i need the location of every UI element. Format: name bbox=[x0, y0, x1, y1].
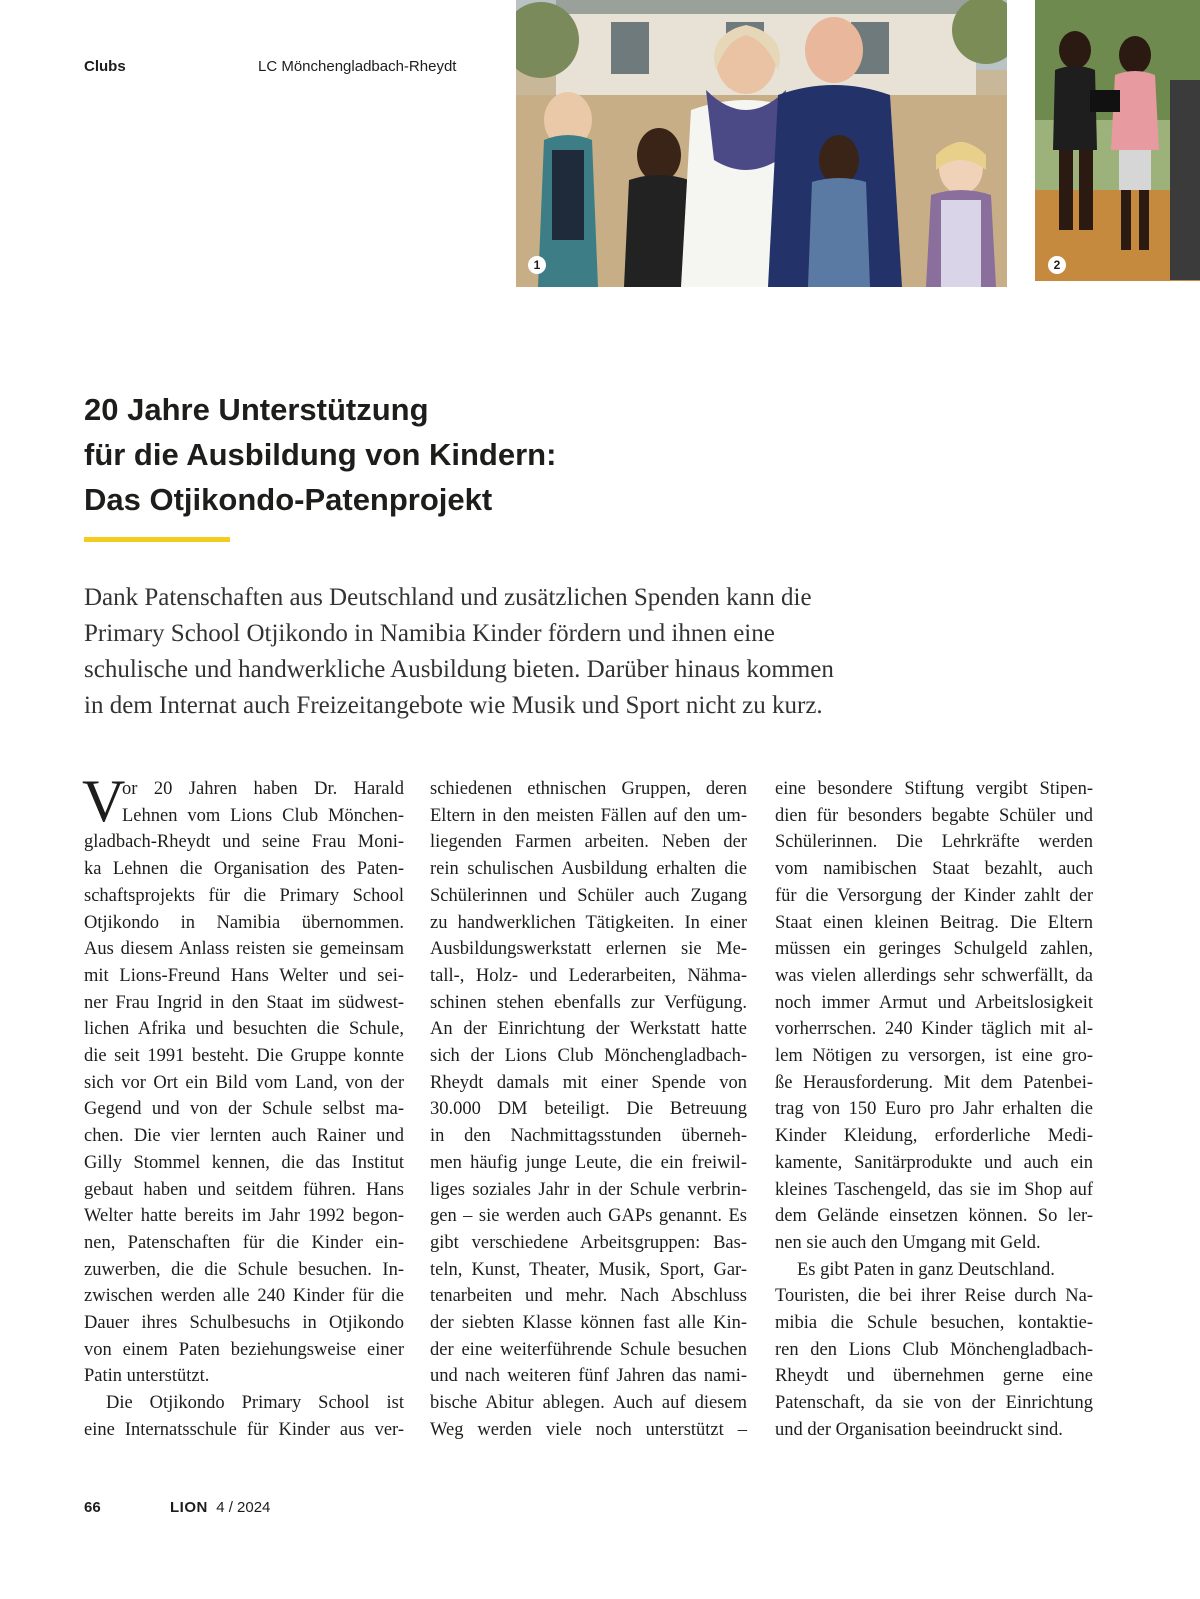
photo-number-badge: 2 bbox=[1048, 256, 1066, 274]
magazine-issue bbox=[170, 1499, 270, 1516]
body-line: für die Versorgung der Kinder zahlt der bbox=[775, 885, 1093, 906]
body-line: Kinder Kleidung, erforderliche Medi- bbox=[775, 1126, 1093, 1147]
article-lead bbox=[84, 580, 904, 724]
body-line: Aus diesem Anlass reisten sie gemeinsam bbox=[84, 939, 404, 960]
lead-line: schulische und handwerkliche Ausbildung bieten. Darüber hinaus kommen bbox=[84, 656, 834, 683]
music-photo-illustration bbox=[1035, 0, 1200, 281]
body-line: dien für besonders begabte Schüler und bbox=[775, 805, 1093, 826]
page-number: 66 bbox=[84, 1499, 101, 1516]
body-line: von einem Paten beziehungsweise einer bbox=[84, 1339, 404, 1360]
body-line: kamente, Sanitärprodukte und auch ein bbox=[775, 1152, 1093, 1173]
body-line: Gilly Stommel kennen, die das Institut bbox=[84, 1152, 404, 1173]
body-column-3 bbox=[775, 776, 1093, 1444]
body-line: Weg werden viele noch unterstützt – bbox=[430, 1419, 747, 1440]
body-line: Welter hatte bereits im Jahr 1992 begon- bbox=[84, 1206, 404, 1227]
body-line: müssen ein geringes Schulgeld zahlen, bbox=[775, 939, 1093, 960]
headline-line: 20 Jahre Unterstützung bbox=[84, 392, 429, 427]
body-line: bische Abitur ablegen. Auch auf diesem bbox=[430, 1393, 747, 1414]
magazine-name: LION bbox=[170, 1499, 208, 1516]
body-line: schiedenen ethnischen Gruppen, deren bbox=[430, 779, 747, 799]
body-line: eine besondere Stiftung vergibt Stipen- bbox=[775, 779, 1093, 799]
body-line: Ausbildungswerkstatt erlernen sie Me- bbox=[430, 939, 747, 960]
body-line: sich der Lions Club Mönchengladbach- bbox=[430, 1046, 747, 1067]
body-line: der eine weiterführende Schule besuchen bbox=[430, 1339, 747, 1360]
body-line: Lehnen vom Lions Club Mönchen- bbox=[122, 805, 404, 826]
body-line: Staat einen kleinen Beitrag. Die Eltern bbox=[775, 912, 1093, 933]
body-line: vom namibischen Staat bezahlt, auch bbox=[775, 859, 1093, 880]
body-line: eine Internatsschule für Kinder aus ver- bbox=[84, 1419, 404, 1440]
group-photo bbox=[516, 0, 1007, 287]
body-line: Patin unterstützt. bbox=[84, 1366, 210, 1387]
body-line: 30.000 DM beteiligt. Die Betreuung bbox=[430, 1099, 747, 1120]
body-line: ren den Lions Club Mönchengladbach- bbox=[775, 1339, 1093, 1360]
body-line: ka Lehnen die Organisation des Paten- bbox=[84, 859, 404, 880]
body-line: gladbach-Rheydt und seine Frau Moni- bbox=[84, 832, 404, 853]
body-line: zwischen werden alle 240 Kinder für die bbox=[84, 1286, 404, 1307]
body-line: men häufig junge Leute, die ein freiwil- bbox=[430, 1152, 747, 1173]
body-line: liges soziales Jahr in der Schule verbrin- bbox=[430, 1179, 747, 1200]
club-name: LC Mönchengladbach-Rheydt bbox=[258, 58, 457, 75]
body-line: Rheydt damals mit einer Spende von bbox=[430, 1072, 747, 1093]
body-line: Otjikondo in Namibia übernommen. bbox=[84, 912, 404, 933]
article-headline bbox=[84, 387, 804, 522]
body-line: liegenden Farmen arbeiten. Neben der bbox=[430, 832, 747, 853]
lead-line: Primary School Otjikondo in Namibia Kinder fördern und ihnen eine bbox=[84, 620, 775, 647]
body-line: An der Einrichtung der Werkstatt hatte bbox=[430, 1019, 747, 1040]
body-line: in den Nachmittagsstunden überneh- bbox=[430, 1126, 747, 1147]
body-line: Eltern in den meisten Fällen auf den um- bbox=[430, 805, 747, 826]
body-line: Die Otjikondo Primary School ist bbox=[106, 1393, 404, 1414]
photo-number-badge: 1 bbox=[528, 256, 546, 274]
body-line: trag von 150 Euro pro Jahr erhalten die bbox=[775, 1099, 1093, 1120]
body-line: rein schulischen Ausbildung erhalten die bbox=[430, 859, 747, 880]
body-line: lichen Afrika und besuchten die Schule, bbox=[84, 1019, 404, 1040]
body-line: zu handwerklichen Tätigkeiten. In einer bbox=[430, 912, 747, 933]
body-line: dem Gelände einsetzen können. So ler- bbox=[775, 1206, 1093, 1227]
lead-line: in dem Internat auch Freizeitangebote wie Musik und Sport nicht zu kurz. bbox=[84, 692, 823, 719]
body-line: tenarbeiten und mehr. Nach Abschluss bbox=[430, 1286, 747, 1307]
body-line: zuwerben, die die Schule besuchen. In- bbox=[84, 1259, 404, 1280]
body-line: Schülerinnen und Schüler auch Zugang bbox=[430, 885, 747, 906]
body-line: Gegend und von der Schule selbst ma- bbox=[84, 1099, 404, 1120]
body-line: gebaut haben und seitdem führen. Hans bbox=[84, 1179, 404, 1200]
music-photo bbox=[1035, 0, 1200, 281]
body-line: die seit 1991 besteht. Die Gruppe konnte bbox=[84, 1046, 404, 1067]
body-line: or 20 Jahren haben Dr. Harald bbox=[122, 779, 404, 799]
group-photo-illustration bbox=[516, 0, 1007, 287]
body-line: und der Organisation beeindruckt sind. bbox=[775, 1419, 1063, 1440]
body-line: vorherrschen. 240 Kinder täglich mit al- bbox=[775, 1019, 1093, 1040]
body-line: Patenschaft, da sie von der Einrichtung bbox=[775, 1393, 1093, 1414]
body-line: tall-, Holz- und Lederarbeiten, Nähma- bbox=[430, 965, 747, 986]
body-line: nen sie auch den Umgang mit Geld. bbox=[775, 1232, 1041, 1253]
body-line: schinen stehen ebenfalls zur Verfügung. bbox=[430, 992, 747, 1013]
body-line: noch immer Armut und Arbeitslosigkeit bbox=[775, 992, 1093, 1013]
headline-accent-rule bbox=[84, 537, 230, 542]
body-line: sich vor Ort ein Bild vom Land, von der bbox=[84, 1072, 404, 1093]
body-line: und nach weiteren fünf Jahren das nami- bbox=[430, 1366, 747, 1387]
body-column-1 bbox=[82, 768, 404, 1444]
body-line: Touristen, die bei ihrer Reise durch Na- bbox=[775, 1286, 1093, 1307]
body-line: mit Lions-Freund Hans Welter und sei- bbox=[84, 965, 404, 986]
body-line: der siebten Klasse können fast alle Kin- bbox=[430, 1313, 747, 1334]
body-line: gen – sie werden auch GAPs genannt. Es bbox=[430, 1206, 747, 1227]
section-label: Clubs bbox=[84, 58, 126, 75]
body-line: schaftsprojekts für die Primary School bbox=[84, 885, 404, 906]
issue-number: 4 / 2024 bbox=[216, 1499, 271, 1516]
body-line: nen, Patenschaften für die Kinder ein- bbox=[84, 1232, 404, 1253]
body-line: Schülerinnen. Die Lehrkräfte werden bbox=[775, 832, 1093, 853]
headline-line: Das Otjikondo-Patenprojekt bbox=[84, 482, 493, 517]
body-line: ße Herausforderung. Mit dem Patenbei- bbox=[775, 1072, 1093, 1093]
headline-line: für die Ausbildung von Kindern: bbox=[84, 437, 557, 472]
body-line: Dauer ihres Schulbesuchs in Otjikondo bbox=[84, 1313, 404, 1334]
body-line: Es gibt Paten in ganz Deutschland. bbox=[797, 1259, 1055, 1280]
body-line: chen. Die vier lernten auch Rainer und bbox=[84, 1126, 404, 1147]
body-line: lem Nötigen zu versorgen, ist eine gro- bbox=[775, 1046, 1093, 1067]
body-line: mibia die Schule besuchen, kontaktie- bbox=[775, 1313, 1093, 1334]
body-line: teln, Kunst, Theater, Musik, Sport, Gar- bbox=[430, 1259, 747, 1280]
body-column-2 bbox=[430, 776, 747, 1444]
body-line: Rheydt und übernehmen gerne eine bbox=[775, 1366, 1093, 1387]
body-line: ner Frau Ingrid in den Staat im südwest- bbox=[84, 992, 404, 1013]
body-line: kleines Taschengeld, das sie im Shop auf bbox=[775, 1179, 1093, 1200]
body-line: gibt verschiedene Arbeitsgruppen: Bas- bbox=[430, 1232, 747, 1253]
body-line: was vielen allerdings sehr schwerfällt, da bbox=[775, 965, 1093, 986]
lead-line: Dank Patenschaften aus Deutschland und zusätzlichen Spenden kann die bbox=[84, 584, 812, 611]
drop-cap: V bbox=[82, 768, 126, 834]
